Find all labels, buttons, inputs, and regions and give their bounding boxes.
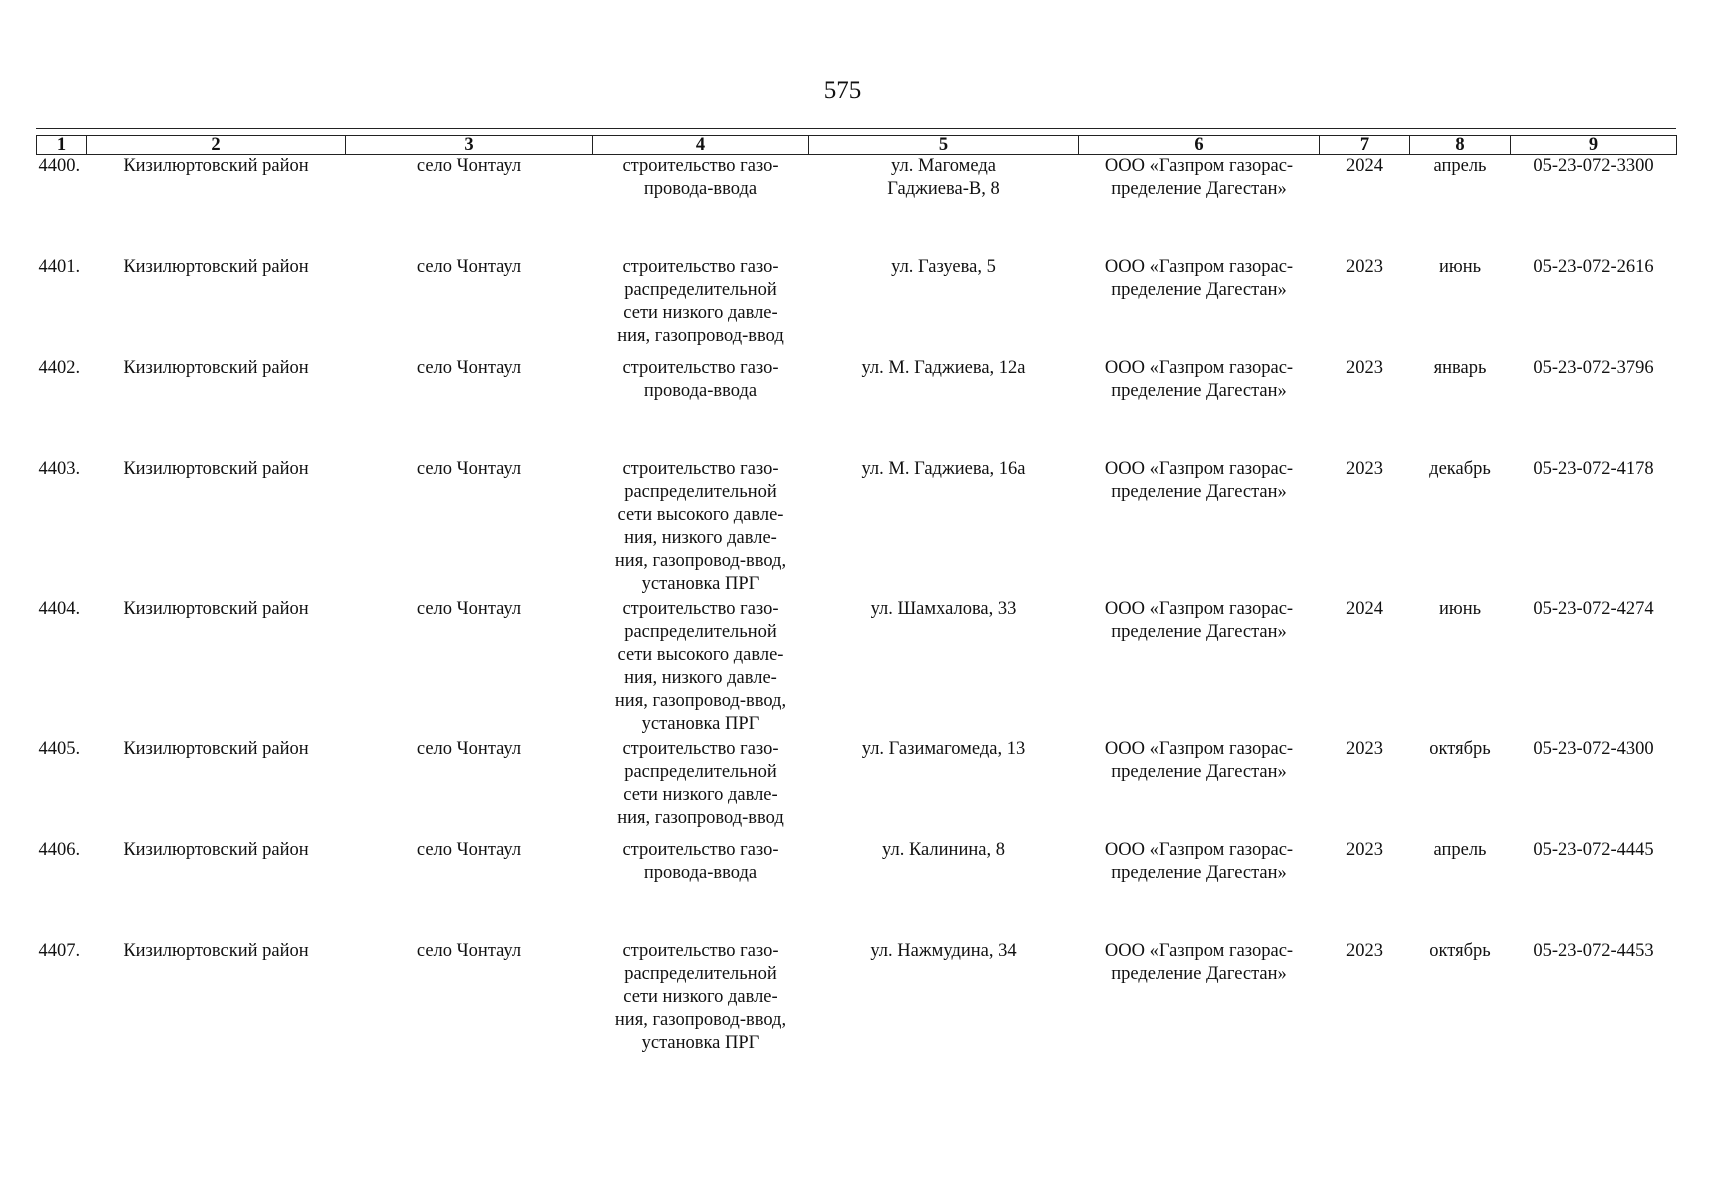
address-cell: ул. Магомеда Гаджиева-В, 8 bbox=[887, 156, 1000, 199]
column-header-5: 5 bbox=[809, 136, 1079, 155]
row-number: 4402. bbox=[38, 358, 81, 378]
organization-cell: ООО «Газпром газорас- пределение Дагестан» bbox=[1104, 257, 1294, 300]
settlement-cell: село Чонтаул bbox=[416, 257, 522, 277]
table-top-rule bbox=[36, 128, 1676, 129]
month-cell: июнь bbox=[1438, 257, 1482, 277]
month-cell: январь bbox=[1433, 358, 1487, 378]
month-cell: октябрь bbox=[1429, 739, 1491, 759]
column-header-3: 3 bbox=[346, 136, 593, 155]
district-cell: Кизилюртовский район bbox=[123, 599, 309, 619]
table-row bbox=[37, 738, 1677, 839]
district-cell: Кизилюртовский район bbox=[123, 941, 309, 961]
settlement-cell: село Чонтаул bbox=[416, 156, 522, 176]
row-number: 4406. bbox=[38, 840, 81, 860]
table-row bbox=[37, 256, 1677, 357]
code-cell: 05-23-072-4274 bbox=[1533, 599, 1654, 619]
code-cell: 05-23-072-3796 bbox=[1533, 358, 1654, 378]
year-cell: 2023 bbox=[1346, 257, 1383, 277]
month-cell: июнь bbox=[1438, 599, 1482, 619]
row-number: 4401. bbox=[38, 257, 81, 277]
organization-cell: ООО «Газпром газорас- пределение Дагестан» bbox=[1104, 459, 1294, 502]
column-header-8: 8 bbox=[1410, 136, 1511, 155]
year-cell: 2023 bbox=[1346, 840, 1383, 860]
year-cell: 2024 bbox=[1346, 599, 1383, 619]
code-cell: 05-23-072-4300 bbox=[1533, 739, 1654, 759]
work-type-cell: строительство газо- распределительной сети высокого давле- ния, низкого давле- ния, газопровод-ввод, установка ПРГ bbox=[614, 459, 787, 594]
table-row bbox=[37, 458, 1677, 598]
address-cell: ул. Калинина, 8 bbox=[882, 840, 1005, 860]
settlement-cell: село Чонтаул bbox=[416, 358, 522, 378]
district-cell: Кизилюртовский район bbox=[123, 156, 309, 176]
address-cell: ул. Газимагомеда, 13 bbox=[861, 739, 1026, 759]
settlement-cell: село Чонтаул bbox=[416, 941, 522, 961]
organization-cell: ООО «Газпром газорас- пределение Дагестан» bbox=[1104, 358, 1294, 401]
code-cell: 05-23-072-2616 bbox=[1533, 257, 1654, 277]
address-cell: ул. Шамхалова, 33 bbox=[870, 599, 1017, 619]
settlement-cell: село Чонтаул bbox=[416, 459, 522, 479]
registry-table bbox=[36, 135, 1677, 1060]
table-row bbox=[37, 940, 1677, 1060]
column-header-4: 4 bbox=[593, 136, 809, 155]
work-type-cell: строительство газо- распределительной сети высокого давле- ния, низкого давле- ния, газопровод-ввод, установка ПРГ bbox=[614, 599, 787, 734]
organization-cell: ООО «Газпром газорас- пределение Дагестан» bbox=[1104, 840, 1294, 883]
column-header-6: 6 bbox=[1079, 136, 1320, 155]
organization-cell: ООО «Газпром газорас- пределение Дагестан» bbox=[1104, 941, 1294, 984]
year-cell: 2023 bbox=[1346, 739, 1383, 759]
district-cell: Кизилюртовский район bbox=[123, 257, 309, 277]
table-row bbox=[37, 598, 1677, 738]
address-cell: ул. Газуева, 5 bbox=[891, 257, 996, 277]
column-header-9: 9 bbox=[1511, 136, 1677, 155]
work-type-cell: строительство газо- распределительной сети низкого давле- ния, газопровод-ввод bbox=[617, 739, 784, 828]
address-cell: ул. М. Гаджиева, 16а bbox=[861, 459, 1026, 479]
code-cell: 05-23-072-3300 bbox=[1533, 156, 1654, 176]
row-number: 4407. bbox=[38, 941, 81, 961]
year-cell: 2023 bbox=[1346, 459, 1383, 479]
work-type-cell: строительство газо- распределительной сети низкого давле- ния, газопровод-ввод bbox=[617, 257, 784, 346]
month-cell: декабрь bbox=[1429, 459, 1491, 479]
row-number: 4405. bbox=[38, 739, 81, 759]
organization-cell: ООО «Газпром газорас- пределение Дагестан» bbox=[1104, 739, 1294, 782]
settlement-cell: село Чонтаул bbox=[416, 840, 522, 860]
month-cell: апрель bbox=[1433, 840, 1487, 860]
district-cell: Кизилюртовский район bbox=[123, 739, 309, 759]
district-cell: Кизилюртовский район bbox=[123, 358, 309, 378]
column-header-2: 2 bbox=[87, 136, 346, 155]
column-header-7: 7 bbox=[1320, 136, 1410, 155]
row-number: 4400. bbox=[38, 156, 81, 176]
page-number: 575 bbox=[823, 77, 862, 104]
organization-cell: ООО «Газпром газорас- пределение Дагестан» bbox=[1104, 156, 1294, 199]
address-cell: ул. М. Гаджиева, 12а bbox=[861, 358, 1026, 378]
row-number: 4403. bbox=[38, 459, 81, 479]
organization-cell: ООО «Газпром газорас- пределение Дагестан» bbox=[1104, 599, 1294, 642]
address-cell: ул. Нажмудина, 34 bbox=[870, 941, 1017, 961]
table-row bbox=[37, 839, 1677, 940]
table-row bbox=[37, 155, 1677, 257]
year-cell: 2023 bbox=[1346, 941, 1383, 961]
district-cell: Кизилюртовский район bbox=[123, 459, 309, 479]
year-cell: 2023 bbox=[1346, 358, 1383, 378]
header-row bbox=[37, 136, 1677, 155]
column-header-1: 1 bbox=[37, 136, 87, 155]
district-cell: Кизилюртовский район bbox=[123, 840, 309, 860]
month-cell: апрель bbox=[1433, 156, 1487, 176]
table-row bbox=[37, 357, 1677, 458]
settlement-cell: село Чонтаул bbox=[416, 739, 522, 759]
work-type-cell: строительство газо- распределительной сети низкого давле- ния, газопровод-ввод, установка ПРГ bbox=[614, 941, 787, 1053]
work-type-cell: строительство газо- провода-ввода bbox=[622, 840, 779, 883]
year-cell: 2024 bbox=[1346, 156, 1383, 176]
work-type-cell: строительство газо- провода-ввода bbox=[622, 358, 779, 401]
work-type-cell: строительство газо- провода-ввода bbox=[622, 156, 779, 199]
code-cell: 05-23-072-4178 bbox=[1533, 459, 1654, 479]
month-cell: октябрь bbox=[1429, 941, 1491, 961]
settlement-cell: село Чонтаул bbox=[416, 599, 522, 619]
row-number: 4404. bbox=[38, 599, 81, 619]
code-cell: 05-23-072-4445 bbox=[1533, 840, 1654, 860]
code-cell: 05-23-072-4453 bbox=[1533, 941, 1654, 961]
